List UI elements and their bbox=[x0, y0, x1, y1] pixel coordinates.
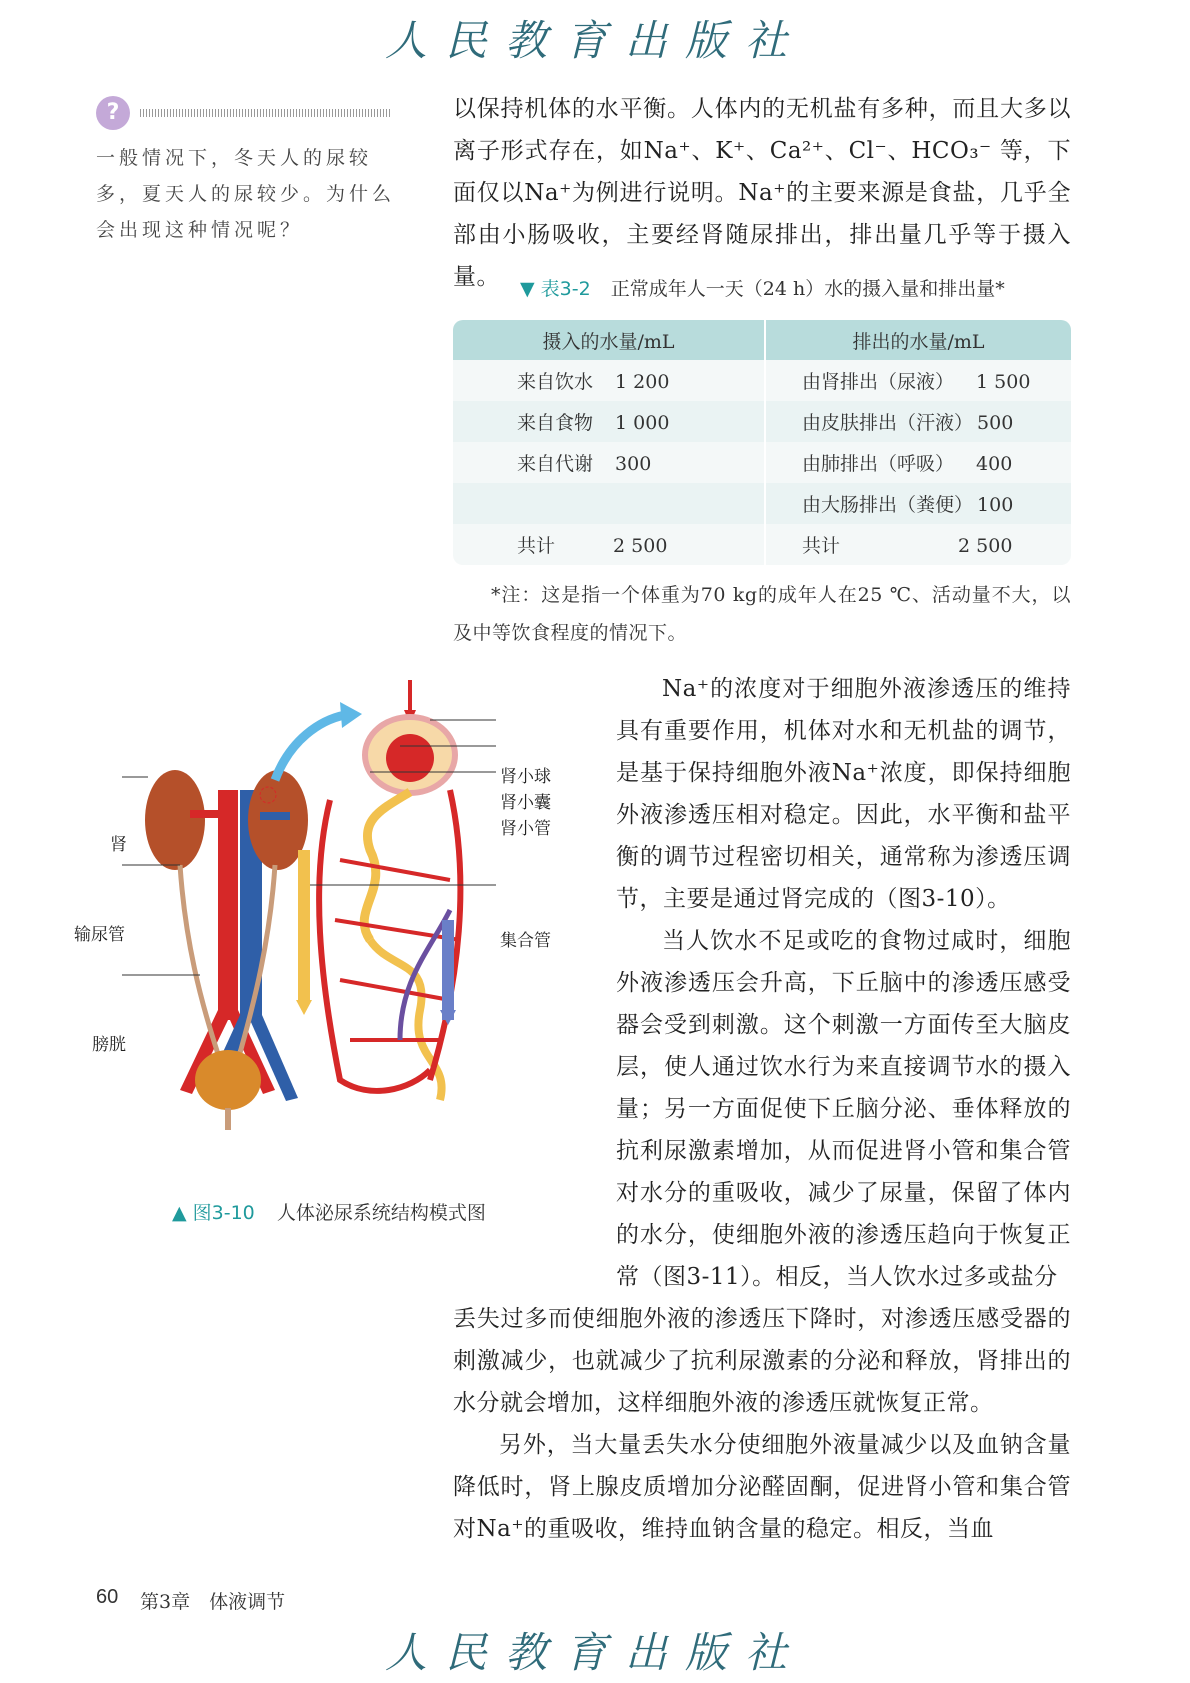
output-value: 100 bbox=[977, 494, 1014, 516]
paragraph-2: Na⁺的浓度对于细胞外液渗透压的维持具有重要作用，机体对水和无机盐的调节，是基于保持细胞外液Na⁺浓度，即保持细胞外液渗透压相对稳定。因此，水平衡和盐平衡的调节过程密切相关，通常称为渗透压调节，主要是通过肾完成的（图3-10）。 bbox=[616, 676, 1071, 912]
figure-caption-title: 人体泌尿系统结构模式图 bbox=[276, 1202, 486, 1224]
paragraph-4: 另外，当大量丢失水分使细胞外液量减少以及血钠含量降低时，肾上腺皮质增加分泌醛固酮，促进肾小管和集合管对Na⁺的重吸收，维持血钠含量的稳定。相反，当血 bbox=[453, 1432, 1071, 1542]
collecting-duct-shape bbox=[298, 850, 310, 1000]
table-row bbox=[453, 524, 1071, 565]
zoom-arrow-icon bbox=[275, 715, 345, 780]
table-header-intake: 摄入的水量/mL bbox=[453, 320, 764, 360]
table-note: *注：这是指一个体重为70 kg的成年人在25 ℃、活动量不大，以及中等饮食程度的情况下。 bbox=[453, 584, 1071, 644]
bladder-shape bbox=[195, 1050, 261, 1110]
output-label: 由肾排出（尿液） bbox=[802, 371, 955, 393]
output-value: 2 500 bbox=[958, 535, 1013, 557]
footer-watermark: 人民教育出版社 bbox=[384, 1628, 805, 1677]
output-value: 1 500 bbox=[976, 371, 1031, 393]
figure-caption-tag: ▲ 图3-10 bbox=[172, 1202, 255, 1224]
intake-value: 300 bbox=[615, 453, 652, 475]
urethra-shape bbox=[225, 1108, 231, 1130]
aorta-shape bbox=[218, 790, 238, 1020]
label-ureter: 输尿管 bbox=[74, 925, 125, 945]
sidebar-divider bbox=[140, 109, 392, 117]
output-value: 500 bbox=[977, 412, 1014, 434]
label-kidney: 肾 bbox=[110, 835, 127, 855]
duct-down-arrow-icon bbox=[296, 1000, 312, 1015]
header-watermark: 人民教育出版社 bbox=[384, 16, 805, 65]
output-label: 由肺排出（呼吸） bbox=[802, 453, 955, 475]
table-row bbox=[453, 360, 1071, 401]
glomerulus-shape bbox=[386, 734, 434, 782]
intake-label: 来自代谢 bbox=[517, 453, 594, 475]
intake-label: 来自饮水 bbox=[517, 371, 594, 393]
left-kidney-shape bbox=[145, 770, 205, 870]
table-row bbox=[453, 401, 1071, 442]
table-caption-title: 正常成年人一天（24 h）水的摄入量和排出量* bbox=[610, 278, 1005, 300]
table-row bbox=[453, 442, 1071, 483]
label-capsule: 肾小囊 bbox=[500, 793, 551, 813]
intake-value: 2 500 bbox=[613, 535, 668, 557]
label-tubule: 肾小管 bbox=[500, 819, 551, 839]
table-caption-tag: ▼ 表3-2 bbox=[520, 278, 591, 300]
vein-shape bbox=[442, 920, 454, 1020]
page-number: 60 bbox=[96, 1586, 119, 1608]
table-caption bbox=[520, 274, 1005, 301]
intake-value: 1 200 bbox=[615, 371, 670, 393]
capillary-cross-links bbox=[335, 860, 460, 1040]
chapter-title: 第3章 体液调节 bbox=[140, 1591, 286, 1613]
intake-value: 1 000 bbox=[615, 412, 670, 434]
output-label: 由大肠排出（粪便） bbox=[802, 494, 974, 516]
intake-label: 共计 bbox=[517, 535, 556, 557]
question-icon: ? bbox=[96, 96, 130, 130]
left-renal-artery bbox=[190, 810, 220, 818]
output-label: 共计 bbox=[802, 535, 841, 557]
right-renal-vein bbox=[260, 812, 290, 820]
label-glomerulus: 肾小球 bbox=[500, 767, 551, 787]
zoom-arrow-head-icon bbox=[340, 702, 362, 728]
paragraph-3-part-1: 当人饮水不足或吃的食物过咸时，细胞外液渗透压会升高，下丘脑中的渗透压感受器会受到刺激。这个刺激一方面传至大脑皮层，使人通过饮水行为来直接调节水的摄入量；另一方面促使下丘脑分泌、垂体释放的抗利尿激素增加，从而促进肾小管和集合管对水分的重吸收，减少了尿量，保留了体内的水分，使细胞外液的渗透压趋向于恢复正常（图3-11）。相反，当人饮水过多或盐分 bbox=[616, 928, 1071, 1290]
paragraph-3-part-2: 丢失过多而使细胞外液的渗透压下降时，对渗透压感受器的刺激减少，也就减少了抗利尿激素的分泌和释放，肾排出的水分就会增加，这样细胞外液的渗透压就恢复正常。 bbox=[453, 1306, 1071, 1416]
label-collecting-duct: 集合管 bbox=[500, 931, 551, 951]
intake-label: 来自食物 bbox=[517, 412, 594, 434]
output-value: 400 bbox=[976, 453, 1013, 475]
output-label: 由皮肤排出（汗液） bbox=[802, 412, 974, 434]
sidebar-question: 一般情况下，冬天人的尿较多，夏天人的尿较少。为什么会出现这种情况呢？ bbox=[96, 147, 396, 241]
paragraph-1: 以保持机体的水平衡。人体内的无机盐有多种，而且大多以离子形式存在，如Na⁺、K⁺、Ca²⁺、Cl⁻、HCO₃⁻ 等，下面仅以Na⁺为例进行说明。Na⁺的主要来源是食盐，几乎全部由小肠吸收，主要经肾随尿排出，排出量几乎等于摄入量。 bbox=[453, 96, 1071, 290]
table-row bbox=[453, 483, 1071, 524]
table-header-output: 排出的水量/mL bbox=[764, 320, 1071, 360]
water-balance-table bbox=[453, 320, 1071, 565]
label-bladder: 膀胱 bbox=[92, 1035, 126, 1055]
figure-caption bbox=[172, 1198, 486, 1225]
